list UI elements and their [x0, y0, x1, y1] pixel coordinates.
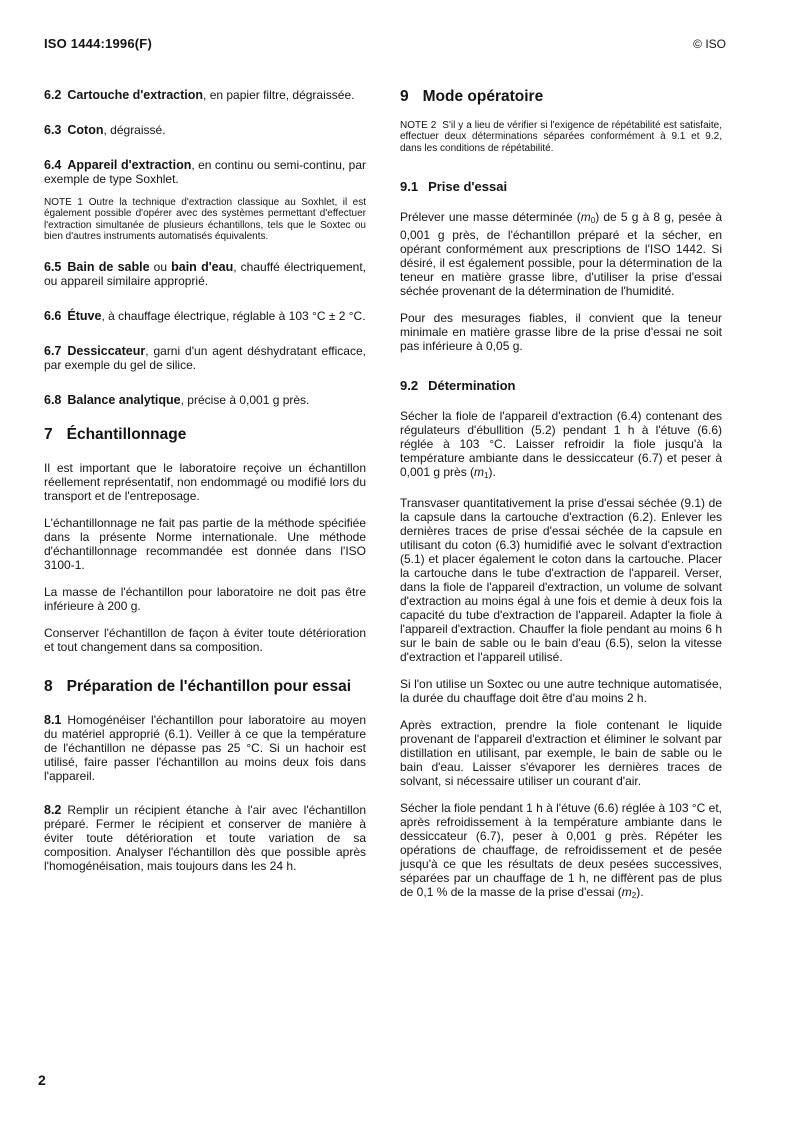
clause-text: , à chauffage électrique, réglable à 103 °C ± 2 °C.: [101, 309, 366, 324]
clause-6-4: [44, 158, 366, 186]
clause-term: Bain de sable: [67, 260, 150, 275]
clause-text: Homogénéiser l'échantillon pour laboratoire au moyen du matériel approprié (6.1). Veiller à ce que la température de l'échantillon ne dépasse pas 25 °C. Si un hachoir est utilisé, faire passer l'échantillon au moins deux fois dans l'appareil.: [44, 713, 366, 784]
section-title: Mode opératoire: [422, 88, 544, 105]
clause-number: 6.2: [44, 88, 62, 102]
clause-6-6: [44, 309, 366, 323]
clause-8-1: [44, 713, 366, 783]
paragraph: L'échantillonnage ne fait pas partie de la méthode spécifiée dans la présente Norme internationale. Une méthode d'échantillonnage recommandée est donnée dans l'ISO 3100-1.: [44, 516, 366, 573]
clause-6-5: [44, 260, 366, 288]
clause-term: Étuve: [67, 309, 102, 324]
subsection-title: Prise d'essai: [428, 178, 508, 194]
note-label: NOTE 2: [400, 120, 437, 131]
note-1: [44, 197, 366, 242]
clause-6-7: [44, 344, 366, 372]
note-text: Outre la technique d'extraction classique au Soxhlet, il est également possible d'opérer avec des systèmes permettant d'effectuer l'extraction simultanée de plusieurs échantillons, tels que le Soxtec ou bien d'autres instruments automatisés équivalents.: [44, 197, 366, 242]
paragraph: Conserver l'échantillon de façon à éviter toute détérioration et tout changement dans sa composition.: [44, 626, 366, 655]
clause-number: 6.5: [44, 260, 62, 275]
section-number: 8: [44, 678, 53, 696]
clause-8-2: [44, 803, 366, 873]
clause-6-8: [44, 393, 366, 407]
subsection-heading-9-2: [400, 379, 722, 393]
paragraph: Sécher la fiole de l'appareil d'extraction (6.4) contenant des régulateurs d'ébullition (5.2) pendant 1 h à l'étuve (6.6) réglée à 103 °C. Laisser refroidir la fiole jusqu'à la température ambiante dans le dessiccateur (6.7) et peser à 0,001 g près $(m_1)$.: [400, 408, 722, 480]
clause-text: , en continu ou semi-continu, par exemple de type Soxhlet.: [44, 158, 366, 186]
paragraph: Il est important que le laboratoire reçoive un échantillon réellement représentatif, non endommagé ou modifié lors du transport et de l'entreposage.: [44, 461, 366, 504]
standard-reference: ISO 1444:1996(F): [44, 36, 152, 51]
copyright-mark: © ISO: [693, 37, 726, 51]
clause-number: 6.6: [44, 309, 62, 324]
clause-text: , chauffé électriquement, ou appareil similaire approprié.: [44, 260, 366, 289]
section-number: 7: [44, 426, 53, 444]
section-heading-8: [44, 680, 366, 694]
paragraph: Prélever une masse déterminée $(m_0)$ de 5 g à 8 g, pesée à 0,001 g près, de l'échantillon préparé et la sécher, en opérant conformément aux prescriptions de l'ISO 1442. Si désiré, il est également possible, pour la détermination de la teneur en matière grasse libre, d'utiliser la prise d'essai séchée provenant de la détermination de l'humidité.: [400, 209, 722, 298]
clause-term: bain d'eau: [171, 260, 234, 275]
clause-6-3: [44, 123, 366, 137]
section-title: Échantillonnage: [66, 426, 187, 444]
clause-text: Remplir un récipient étanche à l'air avec l'échantillon préparé. Fermer le récipient et conserver de manière à éviter toute détérioration et toute variation de sa composition. Analyser l'échantillon dès que possible après l'homogénéisation, mais toujours dans les 24 h.: [44, 803, 366, 874]
clause-text: , en papier filtre, dégraissée.: [203, 88, 355, 102]
clause-6-2: [44, 88, 366, 102]
section-number: 9: [400, 88, 409, 105]
left-column: [44, 88, 366, 886]
subsection-number: 9.2: [400, 377, 419, 393]
clause-term: Cartouche d'extraction: [67, 88, 204, 102]
clause-text: , garni d'un agent déshydratant efficace, par exemple du gel de silice.: [44, 344, 366, 373]
paragraph: Après extraction, prendre la fiole contenant le liquide provenant de l'appareil d'extraction et éliminer le solvant par distillation en utilisant, par exemple, le bain de sable ou le bain d'eau. Laisser s'évaporer les dernières traces de solvant, si nécessaire utiliser un courant d'air.: [400, 717, 722, 788]
right-column: [400, 88, 722, 916]
subsection-number: 9.1: [400, 178, 419, 194]
clause-term: Dessiccateur: [67, 344, 146, 359]
paragraph: Si l'on utilise un Soxtec ou une autre technique automatisée, la durée du chauffage doit être d'au moins 2 h.: [400, 676, 722, 705]
clause-number: 6.4: [44, 158, 62, 172]
clause-number: 6.7: [44, 344, 62, 359]
page-number: 2: [38, 1072, 46, 1088]
clause-number: 6.8: [44, 393, 62, 408]
paragraph: La masse de l'échantillon pour laboratoire ne doit pas être inférieure à 200 g.: [44, 585, 366, 614]
section-heading-7: [44, 428, 366, 442]
note-text: S'il y a lieu de vérifier si l'exigence de répétabilité est satisfaite, effectuer deux déterminations séparées conformément à 9.1 et 9.2, dans les conditions de répétabilité.: [400, 120, 722, 154]
subsection-heading-9-1: [400, 180, 722, 194]
paragraph: Pour des mesurages fiables, il convient que la teneur minimale en matière grasse libre de la prise d'essai ne soit pas inférieure à 0,05 g.: [400, 310, 722, 353]
clause-term: Balance analytique: [67, 393, 181, 408]
note-2: [400, 120, 722, 154]
subsection-title: Détermination: [428, 377, 516, 393]
clause-text: ou: [149, 260, 172, 275]
clause-term: Coton: [67, 123, 104, 137]
clause-number: 6.3: [44, 123, 62, 137]
paragraph: Transvaser quantitativement la prise d'essai séchée (9.1) de la capsule dans la cartouche d'extraction (6.2). Enlever les dernières traces de prise d'essai séchée de la capsule en utilisant du coton (6.3) humidifié avec le solvant d'extraction (5.1) et placer également le coton dans la cartouche. Placer la cartouche dans le tube d'extraction de l'appareil. Verser, dans la fiole de l'appareil d'extraction, un volume de solvant d'extraction au moins égal à une fois et demie à deux fois la capacité du tube d'extraction de l'appareil. Adapter la fiole à l'appareil d'extraction. Chauffer la fiole pendant au moins 6 h sur le bain de sable ou le bain d'eau (6.5), selon la vitesse d'extraction et l'appareil utilisé.: [400, 495, 722, 664]
clause-text: , dégraissé.: [103, 123, 166, 137]
section-heading-9: [400, 90, 722, 104]
clause-text: , précise à 0,001 g près.: [180, 393, 310, 408]
section-title: Préparation de l'échantillon pour essai: [66, 678, 352, 696]
paragraph: Sécher la fiole pendant 1 h à l'étuve (6.6) réglée à 103 °C et, après refroidissement à la température ambiante dans le dessiccateur (6.7), peser à 0,001 g près. Répéter les opérations de chauffage, de refroidissement et de pesée jusqu'à ce que les résultats de deux pesées successives, séparées par un chauffage de 1 h, ne diffèrent pas de plus de 0,1 % de la masse de la prise d'essai $(m_2)$.: [400, 800, 722, 900]
clause-number: 8.2: [44, 803, 62, 818]
note-label: NOTE 1: [44, 197, 83, 208]
clause-number: 8.1: [44, 713, 62, 728]
clause-term: Appareil d'extraction: [67, 158, 192, 172]
